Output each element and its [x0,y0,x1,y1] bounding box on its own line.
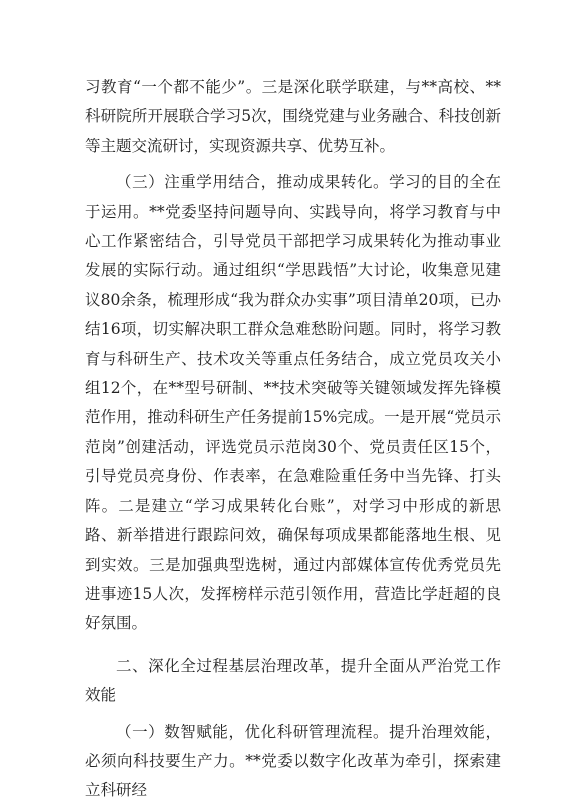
paragraph-subsection-1: （一）数智赋能，优化科研管理流程。提升治理效能，必须向科技要生产力。**党委以数字化改革为牵引，探索建立科研经 [85,722,501,800]
paragraph-section-3: （三）注重学用结合，推动成果转化。学习的目的全在于运用。**党委坚持问题导向、实践导向，将学习教育与中心工作紧密结合，引导党员干部把学习成果转化为推动事业发展的实际行动。通过组织“学思践悟”大讨论，收集意见建议80余条，梳理形成“我为群众办实事”项目清单20项，已办结16项，切实解决职工群众急难愁盼问题。同时，将学习教育与科研生产、技术攻关等重点任务结合，成立党员攻关小组12个，在**型号研制、**技术突破等关键领域发挥先锋模范作用，推动科研生产任务提前15%完成。一是开展“党员示范岗”创建活动，评选党员示范岗30个、党员责任区15个，引导党员亮身份、作表率，在急难险重任务中当先锋、打头阵。二是建立“学习成果转化台账”，对学习中形成的新思路、新举措进行跟踪问效，确保每项成果都能落地生根、见到实效。三是加强典型选树，通过内部媒体宣传优秀党员先进事迹15人次，发挥榜样示范引领作用，营造比学赶超的良好氛围。 [85,173,501,633]
paragraph-continued: 习教育“一个都不能少”。三是深化联学联建，与**高校、**科研院所开展联合学习5次，围绕党建与业务融合、科技创新等主题交流研讨，实现资源共享、优势互补。 [85,78,501,155]
document-body [85,73,501,806]
section-heading-2: 二、深化全过程基层治理改革，提升全面从严治党工作效能 [85,656,501,705]
